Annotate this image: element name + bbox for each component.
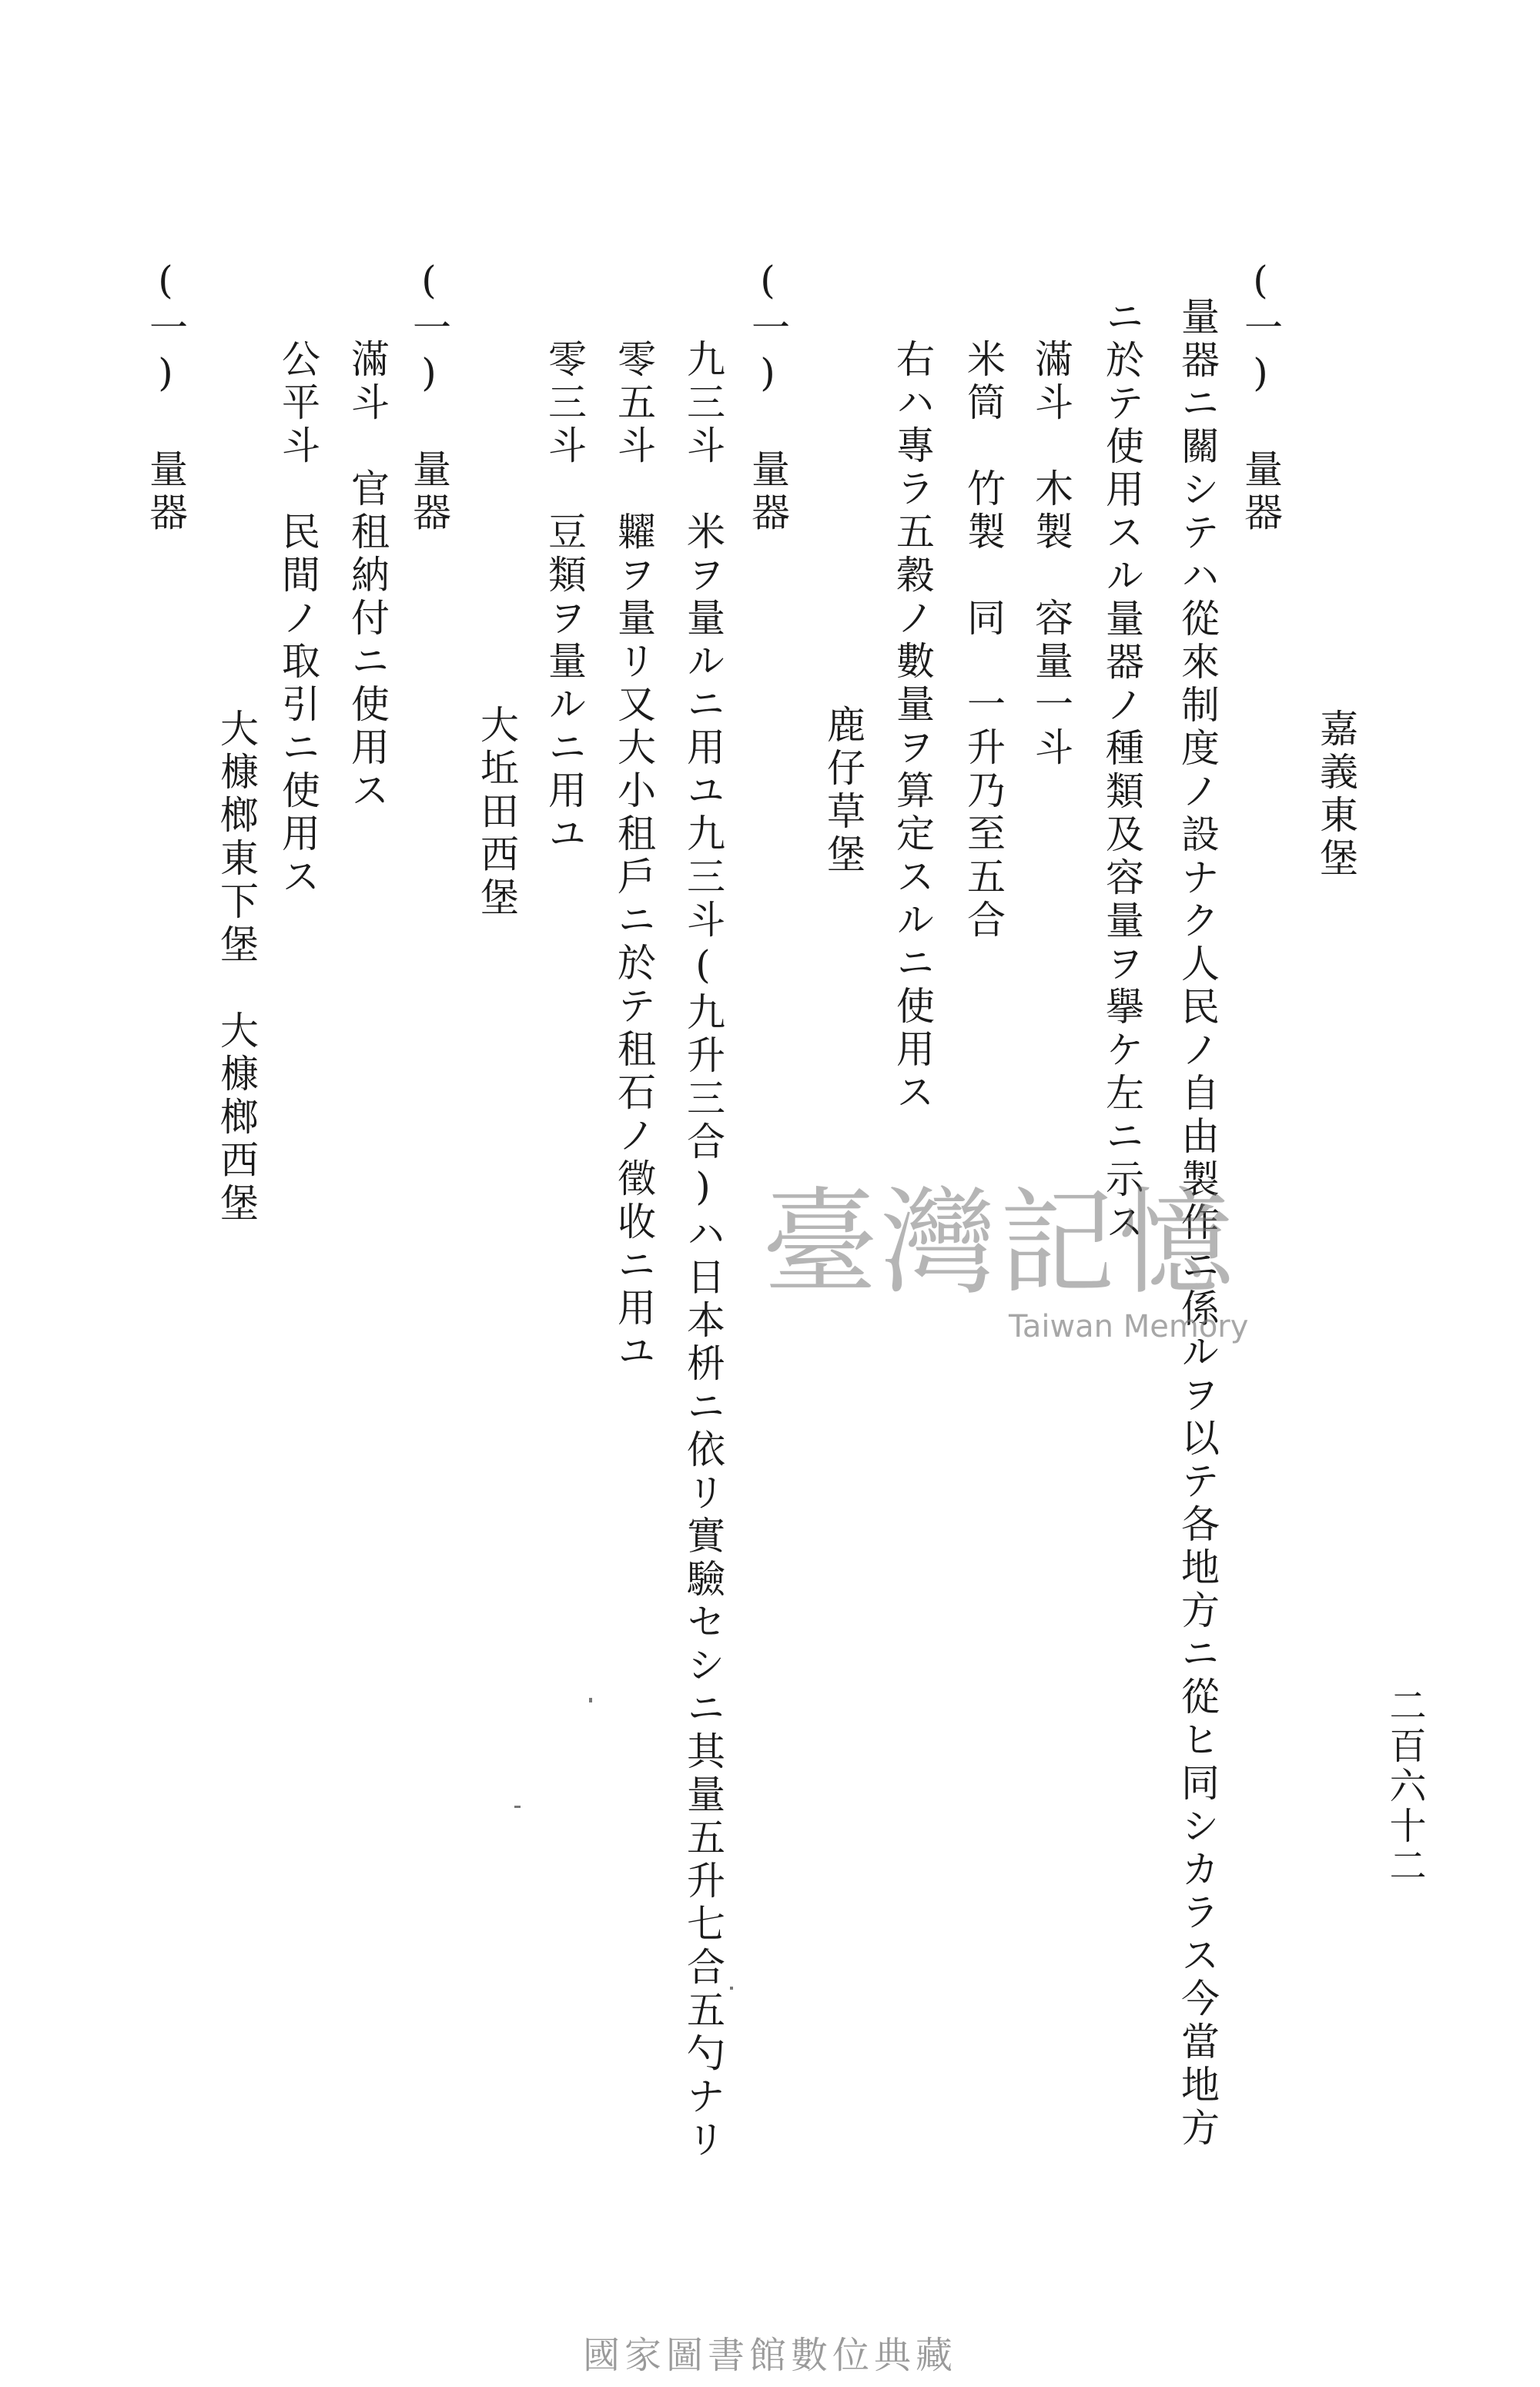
body-line: 公平斗 民間ノ取引ニ使用ス	[276, 339, 320, 899]
body-line: 米筒 竹製 同 一升乃至五合	[961, 339, 1006, 942]
scan-speck	[589, 1698, 592, 1702]
body-line: 九三斗 米ヲ量ルニ用ユ九三斗(九升三合)ハ日本枡ニ依リ實驗セシニ其量五升七合五勺ナリ	[681, 339, 725, 2162]
body-line: 零五斗 糶ヲ量リ又大小租戶ニ於テ租石ノ徵收ニ用ユ	[611, 339, 656, 1374]
section-heading: (一) 量器	[745, 258, 790, 535]
section-heading: (一) 量器	[1238, 258, 1283, 535]
section-heading: (一) 量器	[143, 258, 188, 535]
scan-speck	[514, 1806, 521, 1808]
body-line: 滿斗 官租納付ニ使用ス	[345, 339, 390, 813]
section-heading: (一) 量器	[407, 258, 451, 535]
body-line: ニ於テ使用スル量器ノ種類及容量ヲ擧ケ左ニ示ス	[1100, 296, 1144, 1245]
body-line: 量器ニ關シテハ從來制度ノ設ナク人民ノ自由製作ニ係ルヲ以テ各地方ニ從ヒ同シカラス今當地方	[1175, 296, 1220, 2151]
section-place-title: 鹿仔草堡	[821, 705, 865, 877]
section-place-title: 大坵田西堡	[474, 705, 519, 920]
page-number: 二百六十二	[1383, 1686, 1426, 1886]
footer-archive-label: 國家圖書館數位典藏	[582, 2334, 957, 2377]
watermark-subtitle: Taiwan Memory	[1009, 1309, 1249, 1344]
watermark-logo-text: 臺灣記憶	[762, 1177, 1237, 1311]
section-place-title: 大槺榔東下堡 大槺榔西堡	[214, 708, 259, 1226]
scan-speck	[730, 1987, 733, 1990]
body-line: 右ハ專ラ五穀ノ數量ヲ算定スルニ使用ス	[890, 339, 935, 1115]
body-line: 滿斗 木製 容量一斗	[1029, 339, 1073, 770]
section-place-title: 嘉義東堡	[1314, 708, 1358, 881]
body-line: 零三斗 豆類ヲ量ルニ用ユ	[542, 339, 587, 856]
